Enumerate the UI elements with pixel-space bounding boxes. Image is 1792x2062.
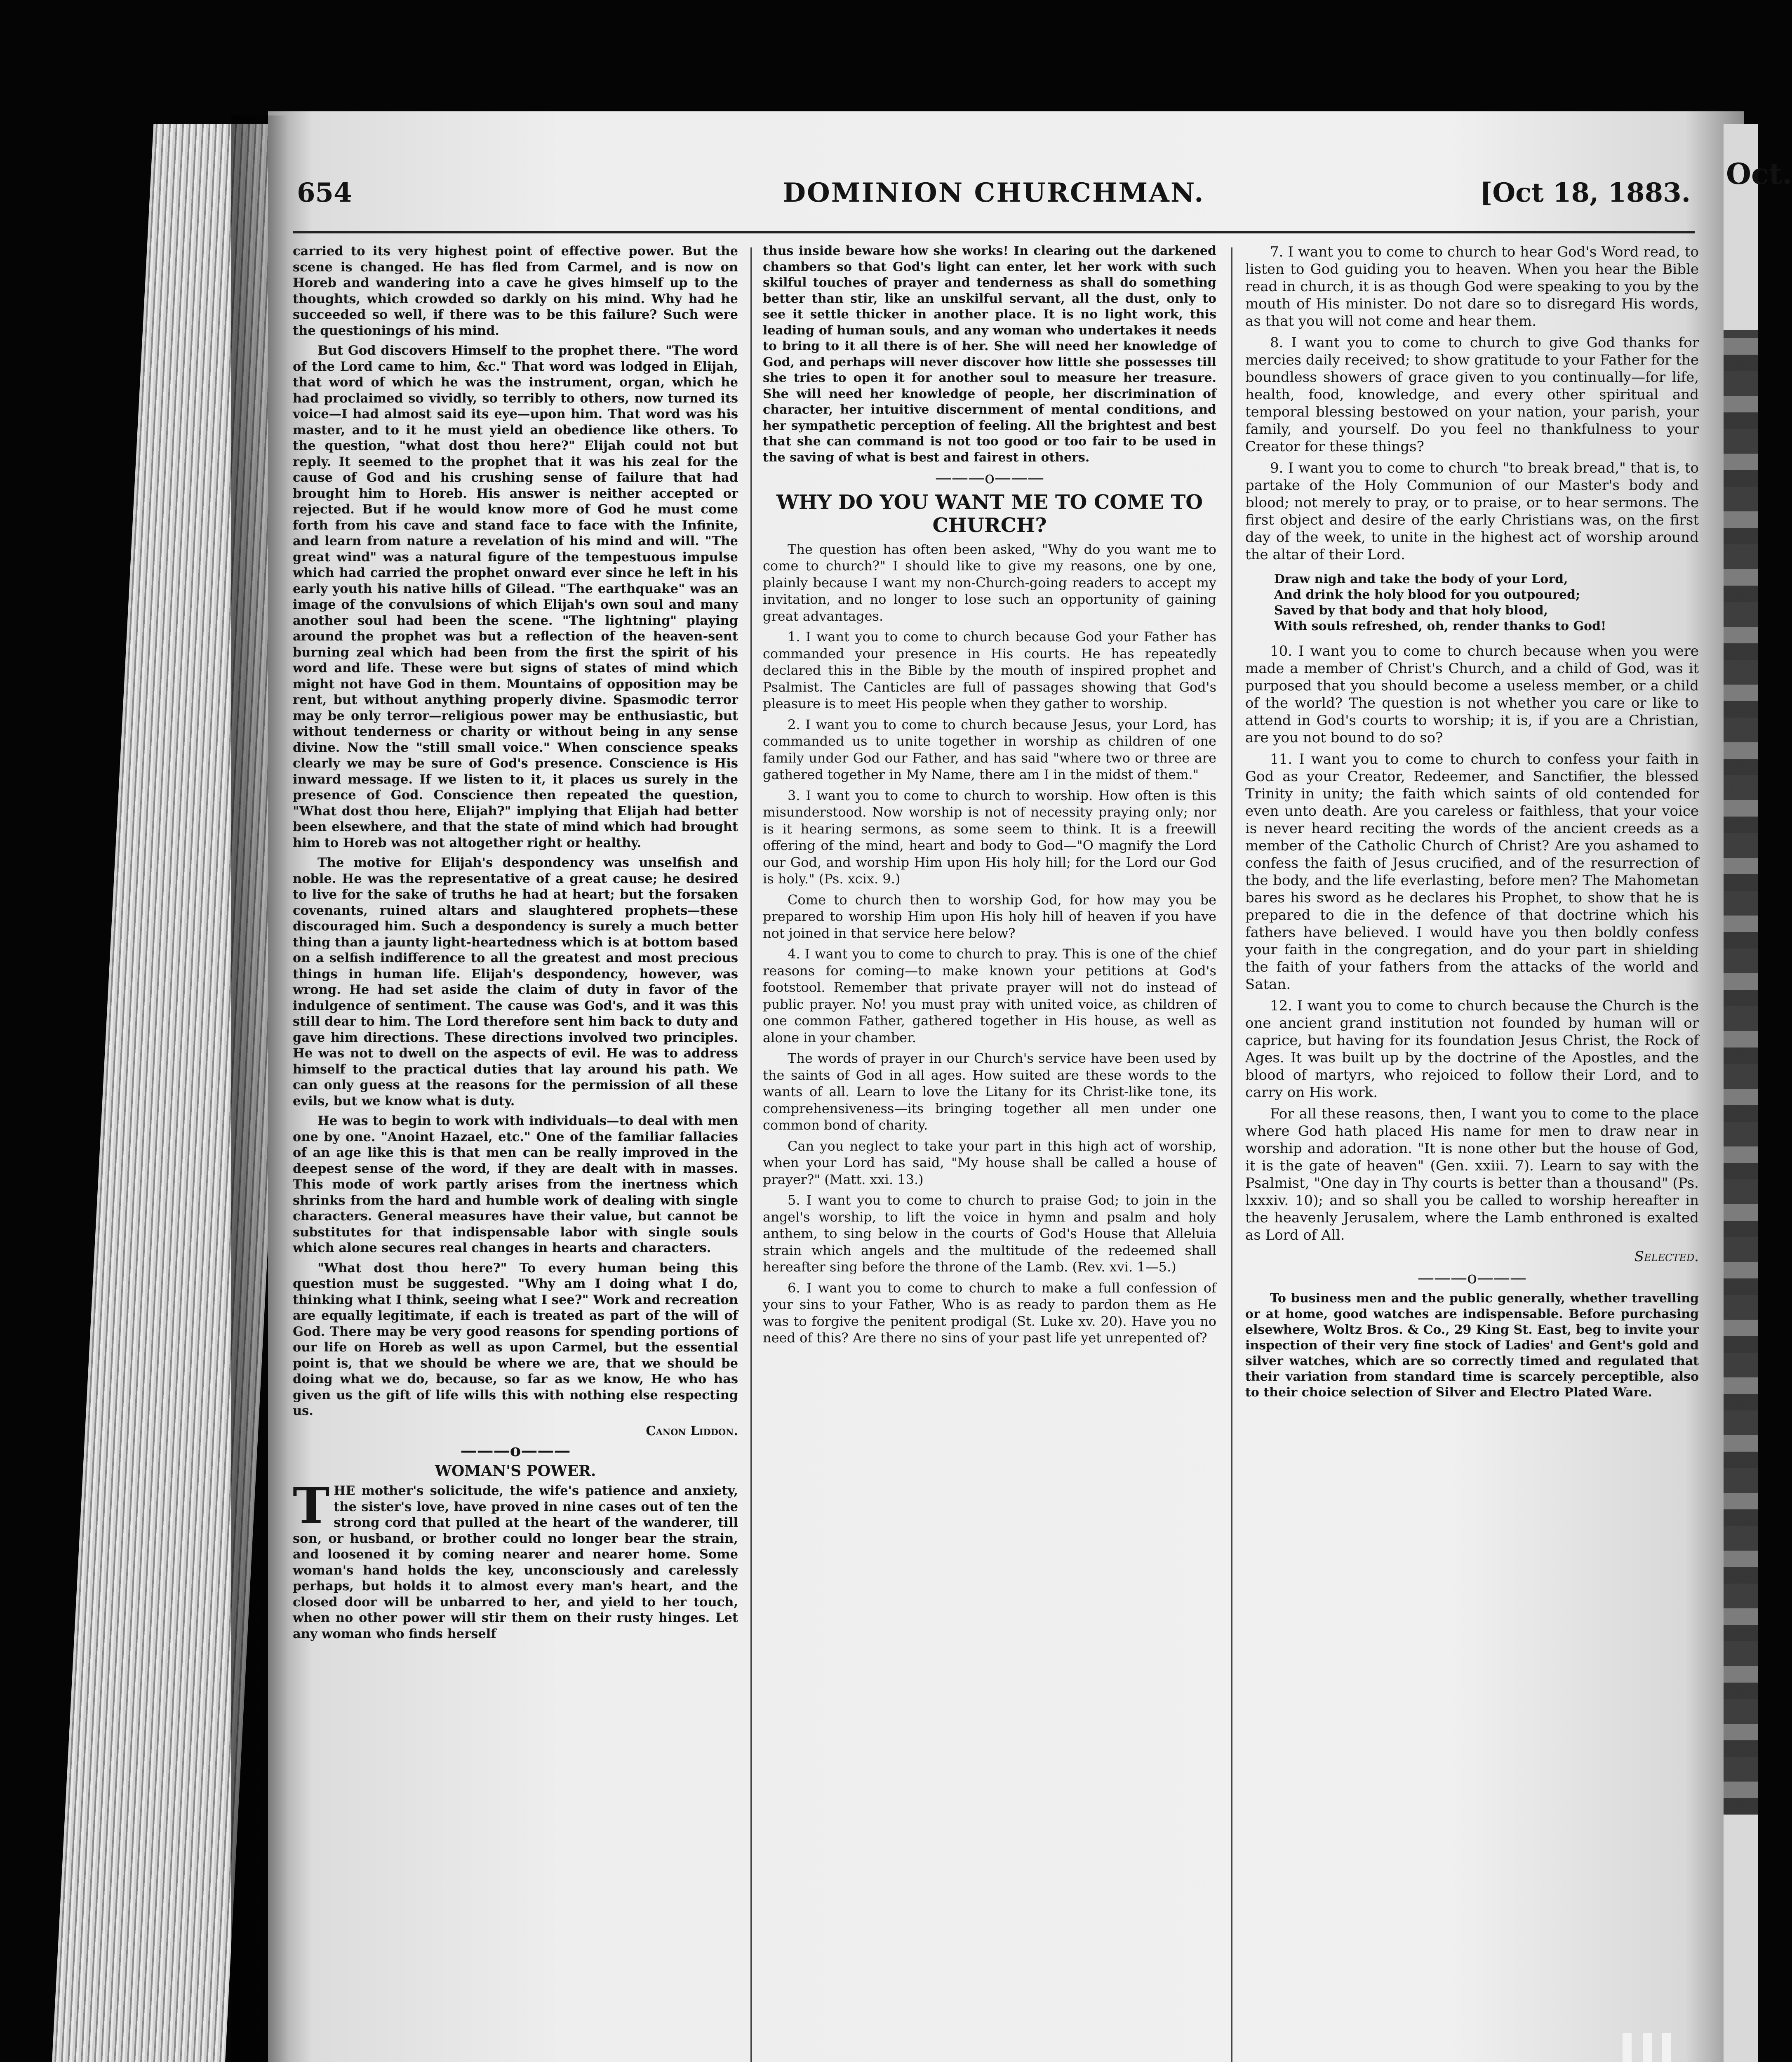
- section-title: WOMAN'S POWER.: [435, 1462, 596, 1480]
- paragraph: Come to church then to worship God, for how may you be prepared to worship Him upon His holy hill of heaven if you have not joined in that service here below?: [763, 892, 1216, 941]
- page-number: 654: [297, 177, 352, 208]
- verse-line: And drink the holy blood for you outpoured;: [1274, 588, 1580, 602]
- scan-artifact-bar: [1623, 2033, 1632, 2062]
- advertisement-notice: To business men and the public generally, whether travelling or at home, good watches are indispensable. Before purchasing elsewhere, Woltz Bros. & Co., 29 King St. East, beg to invite your inspection of their very fine stock of Ladies' and Gent's gold and silver watches, which are so correctly timed and regulated that their variation from standard time is scarcely perceptible, also to their choice selection of Silver and Electro Plated Ware.: [1245, 1291, 1699, 1400]
- verse-line: Draw nigh and take the body of your Lord,: [1274, 572, 1568, 586]
- signature: Canon Liddon.: [646, 1423, 738, 1438]
- paragraph: 3. I want you to come to church to worship. How often is this misunderstood. Now worship is not of necessity praying only; nor is it hearing sermons, as some seem to think. It is a freewill offering of the mind, heart and body to God—"O magnify the Lord our God, and worship Him upon His holy hill; for the Lord our God is holy." (Ps. xcix. 9.): [763, 787, 1216, 887]
- spine-shadow: [231, 115, 289, 2062]
- paragraph: 10. I want you to come to church because when you were made a member of Christ's Church, and a child of God, was it purposed that you should become a useless member, or a child of the world? The question is not whether you care or like to attend in God's courts to worship; it is, if you are a Christian, are you not bound to do so?: [1245, 643, 1699, 746]
- adjacent-page-header: Oct.: [1726, 157, 1792, 191]
- scan-artifact-bar: [1643, 2033, 1652, 2062]
- paragraph: Can you neglect to take your part in this high act of worship, when your Lord has said, "My house shall be called a house of prayer?" (Matt. xxi. 13.): [763, 1138, 1216, 1187]
- paragraph: 11. I want you to come to church to confess your faith in God as your Creator, Redeemer, and Sanctifier, the blessed Trinity in unity; the faith which saints of old contended for even unto death. Are you careless or faithless, that your voice is never heard reciting the words of the ancient creeds as a member of the Catholic Church of Christ? Are you ashamed to confess the faith of Jesus crucified, and of the resurrection of the body, and the life everlasting, before men? The Mahometan bares his sword as he declares his Prophet, to show that he is prepared to die in the defence of that doctrine which his fathers have believed. I would have you then boldly confess your faith in the congregation, and do your part in shielding the faith of your fathers from the attacks of the world and Satan.: [1245, 751, 1699, 993]
- issue-date: [Oct 18, 1883.: [1480, 177, 1691, 208]
- column-separator: [750, 247, 752, 2062]
- drop-cap: T: [293, 1477, 330, 1535]
- paragraph: The words of prayer in our Church's service have been used by the saints of God in all ages. How suited are these words to the wants of all. Learn to love the Litany for its Christ-like tone, its comprehensiveness—its bringing together all men under one common bond of charity.: [763, 1050, 1216, 1133]
- page-header: [297, 177, 1691, 227]
- column-1: [293, 243, 738, 2062]
- ornament-divider: ———o———: [460, 1441, 571, 1460]
- paragraph: thus inside beware how she works! In clearing out the darkened chambers so that God's light can enter, let her work with such skilful touches of prayer and tenderness as shall do something better than stir, like an unskilful servant, all the dust, only to see it settle thicker in another place. It is no light work, this leading of human souls, and any woman who undertakes it needs to bring to it all there is of her. She will need her knowledge of God, and perhaps will never discover how little she possesses till she tries to open it for another soul to measure her treasure. She will need her knowledge of people, her discrimination of character, her intuitive discernment of mental conditions, and her sympathetic perception of feeling. All the brightest and best that she can command is not too good or too fair to be used in the saving of what is best and fairest in others.: [763, 244, 1216, 465]
- column-3: [1245, 243, 1699, 2062]
- paragraph: "What dost thou here?" To every human being this question must be suggested. "Why am I doing what I do, thinking what I think, seeing what I see?" Work and recreation are equally legitimate, if each is treated as part of the will of God. There may be very good reasons for spending portions of our life on Horeb as well as upon Carmel, but the essential point is, that we should be where we are, that we should be doing what we do, because, so far as we know, He who has given us the gift of life wills this with nothing else respecting us.: [293, 1260, 738, 1418]
- paragraph: carried to its very highest point of effective power. But the scene is changed. He has fled from Carmel, and is now on Horeb and wandering into a cave he gives himself up to the thoughts, which crowded so darkly on his mind. Why had he succeeded so well, if there was to be this failure? Such were the questionings of his mind.: [293, 244, 738, 338]
- paragraph: 4. I want you to come to church to pray. This is one of the chief reasons for coming—to make known your petitions at God's footstool. Remember that private prayer will not do instead of public prayer. No! you must pray with united voice, as children of one common Father, gathered together in His house, as well as alone in your chamber.: [763, 946, 1216, 1045]
- paragraph: But God discovers Himself to the prophet there. "The word of the Lord came to him, &c." That word was lodged in Elijah, that word of which he was the instrument, organ, which he had proclaimed so vividly, so terribly to others, now turned its voice—I had almost said its eye—upon him. That word was his master, and to it he must yield an obedience like others. To the question, "what dost thou here?" Elijah could not but reply. It seemed to the prophet that it was his zeal for the cause of God and his crushing sense of failure that had brought him to Horeb. His answer is neither accepted or rejected. But if he would know more of God he must come forth from his cave and stand face to face with the Infinite, and learn from nature a revelation of his mind and will. "The great wind" was a natural figure of the tempestuous impulse which had carried the prophet onward ever since he left in his early youth his native hills of Gilead. "The earthquake" was an image of the convulsions of which Elijah's own soul and many another soul had been the scene. "The lightning" playing around the prophet was but a reflection of the heaven-sent burning zeal which had been from the first the spirit of his word and life. These were but signs of states of mind which might not have God in them. Mountains of opposition may be rent, but without anything properly divine. Spasmodic terror may be only terror—religious power may be enthusiastic, but without tenderness or charity or without being in any sense divine. Now the "still small voice." When conscience speaks clearly we may be sure of God's presence. Conscience is His inward message. If we listen to it, it places us surely in the presence of God. Conscience then repeated the question, "What dost thou here, Elijah?" implying that Elijah had better been elsewhere, and that the state of mind which had brought him to Horeb was not altogether right or healthy.: [293, 343, 738, 850]
- article-headline: WHY DO YOU WANT ME TO COME TO CHURCH?: [776, 490, 1203, 537]
- signature: Selected.: [1634, 1248, 1699, 1265]
- paragraph: 12. I want you to come to church because the Church is the one ancient grand institution not founded by human will or caprice, but having for its foundation Jesus Christ, the Rock of Ages. It was built up by the doctrine of the Apostles, and the blood of martyrs, who rejoiced to follow their Lord, and to carry on His work.: [1245, 998, 1699, 1101]
- paragraph: The question has often been asked, "Why do you want me to come to church?" I should like to give my reasons, one by one, plainly because I want my non-Church-going readers to accept my invitation, and no longer to lose such an opportunity of gaining great advantages.: [763, 541, 1216, 624]
- publication-title: DOMINION CHURCHMAN.: [783, 177, 1205, 208]
- scan-artifact-bar: [1662, 2033, 1671, 2062]
- newspaper-page: [268, 111, 1744, 2062]
- paragraph: He was to begin to work with individuals—to deal with men one by one. "Anoint Hazael, etc." One of the familiar fallacies of an age like this is that men can be really improved in the deepest sense of the word, if they are dealt with in masses. This mode of work partly arises from the inertness which shrinks from the hard and humble work of dealing with single characters. General measures have their value, but cannot be substitutes for that indispensable labor with single souls which alone secures real changes in hearts and characters.: [293, 1113, 738, 1255]
- paragraph: For all these reasons, then, I want you to come to the place where God hath placed His name for men to draw near in worship and adoration. "It is none other but the house of God, it is the gate of heaven" (Gen. xxiii. 7). Learn to say with the Psalmist, "One day in Thy courts is better than a thousand" (Ps. lxxxiv. 10); and so shall you be called to worship hereafter in the heavenly Jerusalem, where the Lamb enthroned is exalted as Lord of All.: [1245, 1106, 1699, 1243]
- paragraph: The motive for Elijah's despondency was unselfish and noble. He was the representative of a great cause; he desired to live for the sake of truths he had at heart; but the forsaken covenants, ruined altars and slaughtered prophets—these discouraged him. Such a despondency is surely a much better thing than a jaunty light-heartedness which is at bottom based on a selfish indifference to all the greatest and most precious things in human life. Elijah's despondency, however, was wrong. He had set aside the claim of duty in favor of the indulgence of sentiment. The cause was God's, and it was this still dear to him. The Lord therefore sent him back to duty and gave him directions. These directions involved two principles. He was not to dwell on the aspects of evil. He was to address himself to the practical duties that lay around his path. We can only guess at the reasons for the permission of all these evils, but we know what is duty.: [293, 855, 738, 1109]
- column-2: [763, 243, 1216, 2062]
- verse-line: With souls refreshed, oh, render thanks to God!: [1274, 619, 1606, 633]
- verse-line: Saved by that body and that holy blood,: [1274, 603, 1548, 618]
- adjacent-page: [1724, 124, 1792, 2062]
- paragraph: 5. I want you to come to church to praise God; to join in the angel's worship, to lift the voice in hymn and psalm and holy anthem, to sing below in the courts of God's House that Alleluia strain which angels and the multitude of the redeemed shall hereafter sing before the throne of the Lamb. (Rev. xvi. 1—5.): [763, 1192, 1216, 1275]
- adjacent-page-illustration: [1724, 330, 1758, 1815]
- paragraph: 2. I want you to come to church because Jesus, your Lord, has commanded us to unite together in worship as children of one family under God our Father, and has said "where two or three are gathered together in My Name, there am I in the midst of them.": [763, 716, 1216, 782]
- hymn-verse: [1274, 572, 1699, 634]
- paragraph: 8. I want you to come to church to give God thanks for mercies daily received; to show gratitude to your Father for the boundless showers of grace given to you continually—for life, health, food, knowledge, and every other spiritual and temporal blessing bestowed on your nation, your parish, your family, and yourself. Do you feel no thankfulness to your Creator for these things?: [1245, 334, 1699, 455]
- paragraph: 9. I want you to come to church "to break bread," that is, to partake of the Holy Communion of our Master's body and blood; not merely to pray, or to praise, or to hear sermons. The first object and desire of the early Christians was, on the first day of the week, to unite in the highest act of worship around the altar of their Lord.: [1245, 460, 1699, 563]
- column-separator: [1231, 247, 1232, 2062]
- ornament-divider: ———o———: [1417, 1269, 1527, 1288]
- paragraph-text: HE mother's solicitude, the wife's patience and anxiety, the sister's love, have proved in nine cases out of ten the strong cord that pulled at the heart of the wanderer, till son, or husband, or brother could no longer bear the strain, and loosened it by coming nearer and nearer home. Some woman's hand holds the key, unconsciously and carelessly perhaps, but holds it to almost every man's heart, and the closed door will be unbarred to her, and yield to her touch, when no other power will stir them on their rusty hinges. Let any woman who finds herself: [293, 1483, 738, 1641]
- paragraph: 6. I want you to come to church to make a full confession of your sins to your Father, Who is as ready to pardon them as He was to forgive the penitent prodigal (St. Luke xv. 20). Have you no need of this? Are there no sins of your past life yet unrepented of?: [763, 1280, 1216, 1346]
- ornament-divider: ———o———: [935, 468, 1044, 487]
- paragraph: [293, 1477, 738, 1642]
- paragraph: 1. I want you to come to church because God your Father has commanded your presence in His courts. He has repeatedly declared this in the Bible by the mouth of inspired prophet and Psalmist. The Canticles are full of passages showing that God's pleasure is to meet His people when they gather to worship.: [763, 629, 1216, 711]
- paragraph: 7. I want you to come to church to hear God's Word read, to listen to God guiding you to heaven. When you hear the Bible read in church, it is as though God were speaking to you by the mouth of His minister. Do not dare so to disregard His words, as that you will not come and hear them.: [1245, 244, 1699, 330]
- header-rule: [293, 231, 1695, 233]
